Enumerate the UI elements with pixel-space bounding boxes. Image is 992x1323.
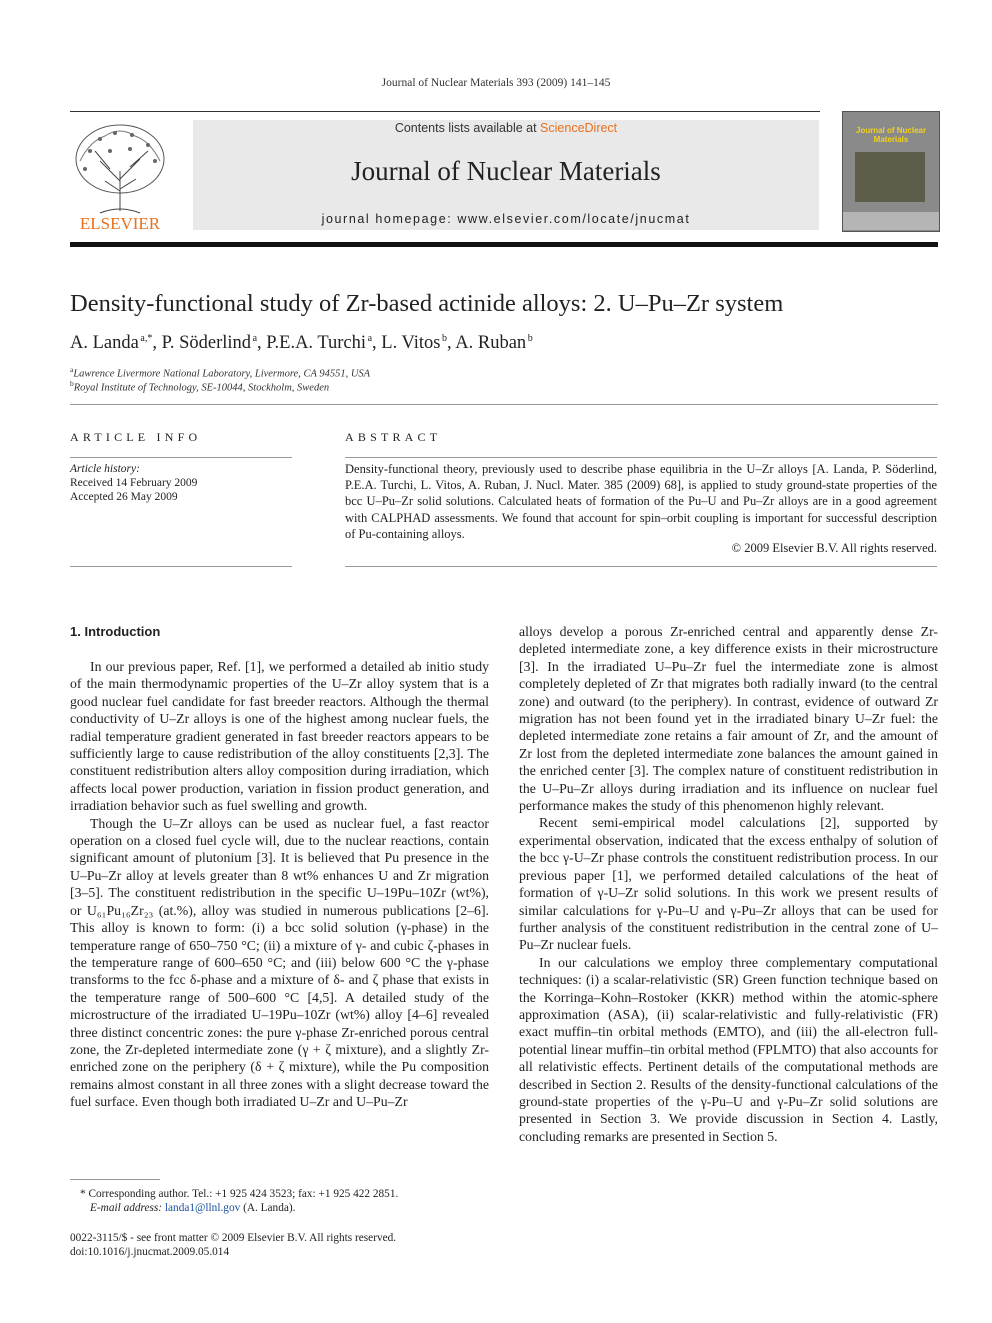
title-block-rule bbox=[70, 404, 938, 405]
email-suffix: (A. Landa). bbox=[240, 1202, 296, 1214]
abstract-rule bbox=[345, 457, 937, 458]
body-left-column bbox=[70, 658, 489, 1111]
body-paragraph: In our calculations we employ three complementary computational techniques: (i) a scalar-relativistic (SR) Green function technique based on the Korringa–Kohn–Rostoker (KKR) method within the atomic-sphere approximation (ASA), (ii) scalar-relativistic and fully-relativistic (FR) exact muffin–tin orbital methods (EMTO), and (iii) the all-electron full-potential linear muffin–tin orbital method (FPLMTO) that also accounts for all relativistic effects. Pertinent details of the computational methods are described in Section 2. Results of the density-functional calculations of the ground-state properties of the γ-Pu–U and γ-Pu–Zr solid solutions are presented in Section 3. We provide discussion in Section 4. Lastly, concluding remarks are presented in Section 5. bbox=[519, 954, 938, 1144]
cover-title: Journal of Nuclear Materials bbox=[855, 126, 927, 144]
article-info-rule bbox=[70, 457, 292, 458]
author-affil-mark[interactable]: b bbox=[442, 333, 448, 344]
received-date: Received 14 February 2009 bbox=[70, 477, 198, 489]
article-title: Density-functional study of Zr-based actinide alloys: 2. U–Pu–Zr system bbox=[70, 290, 784, 317]
elsevier-tree-logo bbox=[70, 121, 170, 233]
author-name[interactable]: P. Söderlind bbox=[161, 333, 252, 354]
email-link[interactable]: landa1@llnl.gov bbox=[164, 1202, 241, 1214]
sciencedirect-link[interactable]: ScienceDirect bbox=[540, 121, 618, 135]
body-paragraph: Recent semi-empirical model calculations [2], supported by experimental observation, indicated that the excess enthalpy of solution of the bcc γ-U–Zr phase controls the constituent redistribution process. In our previous paper [1], we performed detailed calculations of the heat of formation of γ-U–Zr solid solutions. In this work we present results of similar calculations for γ-Pu–U and γ-Pu–Zr alloys that can be used for further analysis of the constituent redistribution in the central zone of U–Pu–Zr nuclear fuels. bbox=[519, 815, 938, 953]
author-name[interactable]: A. Landa bbox=[70, 333, 139, 354]
abstract-bottom-rule bbox=[345, 566, 937, 567]
running-head: Journal of Nuclear Materials 393 (2009) 141–145 bbox=[381, 77, 611, 89]
header-rule bbox=[70, 111, 820, 112]
header-thick-rule bbox=[70, 242, 938, 247]
journal-title: Journal of Nuclear Materials bbox=[351, 156, 661, 186]
body-paragraph: alloys develop a porous Zr-enriched central and apparently dense Zr-depleted intermediate zone, a key difference exists in their microstructure [3]. In the irradiated U–Pu–Zr fuel the intermediate zone is almost completely depleted of Zr that migrates both radially inward (to the central zone) and outward (to the periphery). In contrast, evidence of outward Zr migration has not been found yet in the irradiated binary U–Zr fuel: the depleted intermediate zone retains a fair amount of Zr, and the amount of Zr lost from the depleted intermediate zone balances the amount gained in the enriched center [3]. The complex nature of constituent redistribution in the U–Pu–Zr alloys during irradiation and its influence on nuclear fuel performance makes the study of this phenomenon highly relevant. bbox=[519, 624, 938, 814]
affiliation bbox=[70, 365, 370, 380]
issn-line: 0022-3115/$ - see front matter © 2009 Elsevier B.V. All rights reserved. bbox=[70, 1232, 397, 1244]
section-heading: 1. Introduction bbox=[70, 624, 161, 639]
cover-photo bbox=[855, 152, 925, 202]
abstract-text: Density-functional theory, previously used to describe phase equilibria in the U–Zr alloys [A. Landa, P. Söderlind, P.E.A. Turchi, L. Vitos, A. Ruban, J. Nucl. Mater. 385 (2009) 68], is applied to study ground-state properties of the bcc U–Pu–Zr solid solutions. Calculated heats of formation of the Pu–U and Pu–Zr alloys are in a good agreement with CALPHAD assessments. We found that account for spin–orbit coupling is important for successful description of Pu-containing alloys. bbox=[345, 462, 937, 541]
abstract-copyright: © 2009 Elsevier B.V. All rights reserved. bbox=[731, 541, 937, 555]
elsevier-wordmark: ELSEVIER bbox=[79, 214, 161, 233]
contents-prefix: Contents lists available at bbox=[394, 121, 541, 135]
author-name[interactable]: A. Ruban bbox=[455, 333, 527, 354]
author-list: A. Landa $^{a,*}$, P. Söderlind $^a$, P.E.A. Turchi $^a$, L. Vitos $^b$, A. Ruban $^b$ bbox=[70, 333, 533, 354]
author-name[interactable]: L. Vitos bbox=[381, 333, 441, 354]
body-paragraph: In our previous paper, Ref. [1], we performed a detailed ab initio study of the main thermodynamic properties of the U–Zr alloy system that is a good nuclear fuel candidate for fast breeder reactors. Although the thermal conductivity of U–Zr alloys is one of the highest among nuclear fuels, the radial temperature gradient generated in fast breeder reactors appears to be sufficiently large to cause redistribution of the alloy constituents [2,3]. The constituent redistribution alters alloy composition during irradiation, which affects local power production, variation in fission product generation, and irradiation behavior such as fuel swelling and growth. bbox=[70, 659, 489, 814]
journal-homepage[interactable]: journal homepage: www.elsevier.com/locate/jnucmat bbox=[321, 212, 691, 226]
accepted-date: Accepted 26 May 2009 bbox=[70, 491, 178, 503]
affiliation bbox=[70, 379, 329, 394]
article-info-heading: ARTICLE INFO bbox=[70, 430, 202, 444]
article-info-bottom-rule bbox=[70, 566, 292, 567]
author-affil-mark[interactable]: b bbox=[527, 333, 533, 344]
body-right-column bbox=[519, 623, 938, 1145]
email-note bbox=[90, 1201, 295, 1215]
affiliation-mark: b bbox=[70, 379, 74, 388]
author-name[interactable]: P.E.A. Turchi bbox=[266, 333, 367, 354]
affiliation-mark: a bbox=[70, 365, 74, 374]
email-label: E-mail address: bbox=[90, 1202, 163, 1214]
footnote-rule bbox=[70, 1179, 160, 1180]
author-affil-mark[interactable]: a bbox=[367, 333, 373, 344]
author-affil-mark[interactable]: a bbox=[252, 333, 258, 344]
affiliation-text: Royal Institute of Technology, SE-10044, Stockholm, Sweden bbox=[73, 382, 330, 394]
affiliation-text: Lawrence Livermore National Laboratory, Livermore, CA 94551, USA bbox=[73, 368, 371, 380]
abstract-heading: ABSTRACT bbox=[345, 430, 442, 444]
contents-line bbox=[193, 121, 819, 135]
body-paragraph: Though the U–Zr alloys can be used as nuclear fuel, a fast reactor operation on a closed fuel cycle will, due to the nuclear reactions, contain significant amount of plutonium [3]. It is believed that Pu presence in the U–Pu–Zr alloy at levels greater than 8 wt% enhances U and Zr migration [3–5]. The constituent redistribution in the specific U–19Pu–10Zr (wt%), or U₆₁Pu₁₆Zr₂₃ (at.%), alloy was studied in numerous publications [2–6]. This alloy is known to form: (i) a bcc solid solution (γ-phase) in the temperature range of 650–750 °C; (ii) a mixture of γ- and cubic ζ-phases in the temperature range of 600–650 °C; and (iii) below 600 °C the γ-phase transforms to the fcc δ-phase and a mixture of δ- and ζ phase that exists in the temperature range of 500–600 °C [4,5]. A detailed study of the microstructure of the irradiated U–19Pu–10Zr (wt%) alloy [4–6] revealed three distinct concentric zones: the pure γ-phase Zr-enriched porous central zone, the Zr-depleted intermediate zone (γ + ζ mixture), and a slightly Zr-enriched zone on the periphery (δ + ζ mixture), while the Pu composition remains almost constant in all three zones with a slight decrease toward the fuel surface. Even though both irradiated U–Zr and U–Pu–Zr bbox=[70, 815, 489, 1110]
journal-cover-image bbox=[842, 111, 940, 232]
history-label: Article history: bbox=[70, 463, 140, 475]
author-affil-mark[interactable]: a,* bbox=[140, 333, 153, 344]
doi-line[interactable]: doi:10.1016/j.jnucmat.2009.05.014 bbox=[70, 1246, 230, 1258]
corresponding-author-note: * Corresponding author. Tel.: +1 925 424 3523; fax: +1 925 422 2851. bbox=[80, 1188, 399, 1200]
